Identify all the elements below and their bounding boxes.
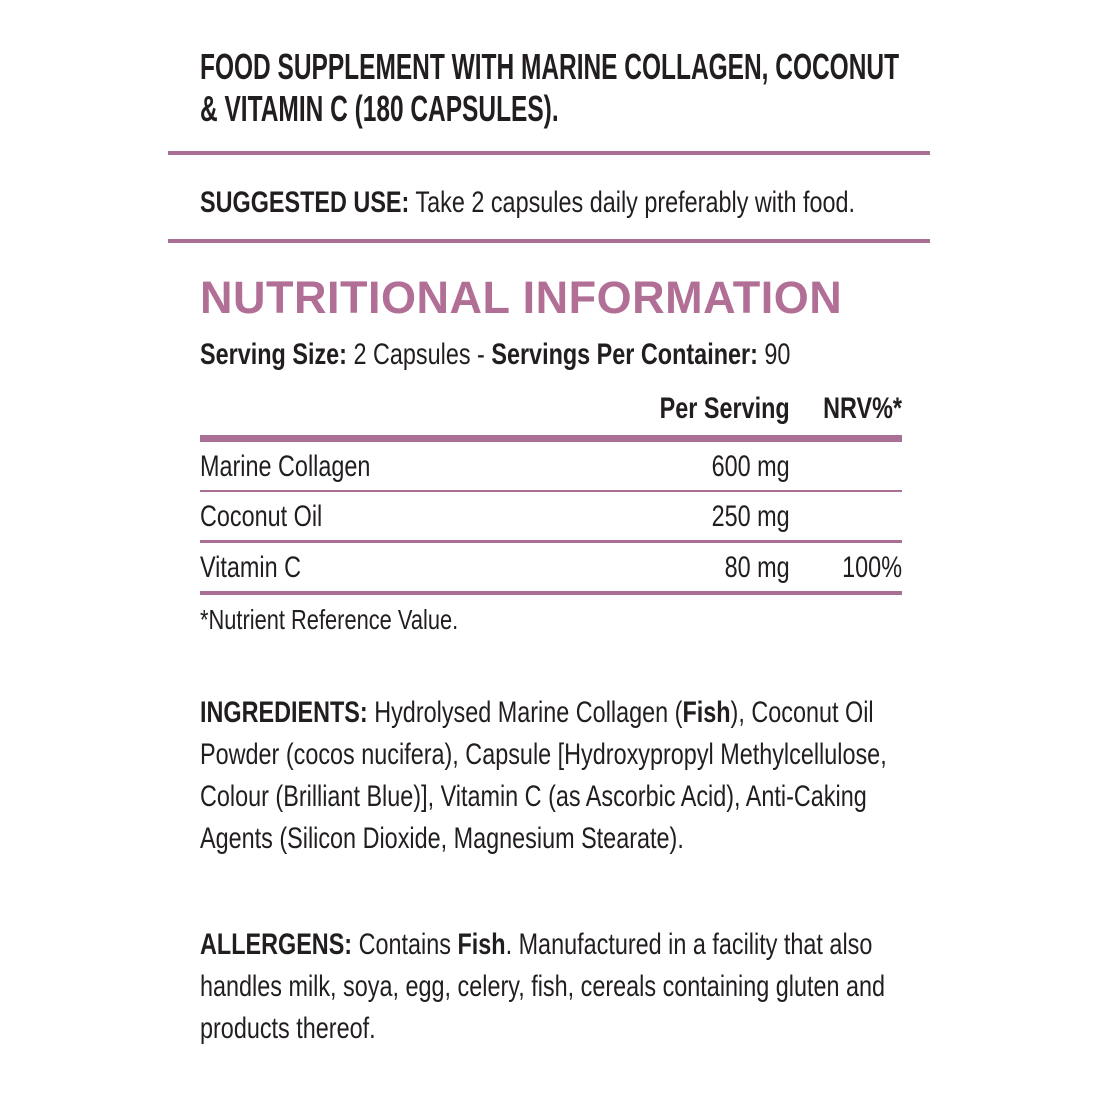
divider-middle <box>168 239 930 243</box>
nutrient-name: Marine Collagen <box>200 450 371 483</box>
ingredients-text: INGREDIENTS: Hydrolysed Marine Collagen (Fish), Coconut Oil Powder (cocos nucifera), Capsule [Hydroxypropyl Methylcellulose, Colour (Brilliant Blue)], Vitamin C (as Ascorbic Acid), Anti-Caking Agents (Silicon Dioxide, Magnesium Stearate). <box>200 696 887 855</box>
nutrient-name: Coconut Oil <box>200 500 323 533</box>
divider-top <box>168 151 930 155</box>
nutritional-information-title: NUTRITIONAL INFORMATION <box>200 272 843 323</box>
serving-info-line: Serving Size: 2 Capsules - Servings Per Container: 90 <box>200 338 791 371</box>
nutrient-name: Vitamin C <box>200 551 302 584</box>
nutrient-amount: 250 mg <box>711 500 790 533</box>
nutrient-amount: 600 mg <box>711 450 790 483</box>
table-row <box>200 442 902 492</box>
label-content-column <box>200 0 902 1100</box>
nutrition-table <box>200 392 902 595</box>
table-header-bar <box>200 435 902 442</box>
suggested-use-text: SUGGESTED USE: Take 2 capsules daily preferably with food. <box>200 186 856 219</box>
nrv-column-header: NRV%* <box>823 392 902 425</box>
table-footnote: *Nutrient Reference Value. <box>200 604 459 635</box>
table-row <box>200 543 902 595</box>
nutrient-amount: 80 mg <box>724 551 790 584</box>
allergens-text: ALLERGENS: Contains Fish. Manufactured in a facility that also handles milk, soya, egg, celery, fish, cereals containing gluten and products thereof. <box>200 928 886 1045</box>
per-serving-column-header: Per Serving <box>659 392 790 425</box>
table-row <box>200 492 902 543</box>
table-header-row <box>200 392 902 435</box>
nutrient-nrv: 100% <box>842 551 902 584</box>
product-title: FOOD SUPPLEMENT WITH MARINE COLLAGEN, COCONUT & VITAMIN C (180 CAPSULES). <box>200 46 900 129</box>
